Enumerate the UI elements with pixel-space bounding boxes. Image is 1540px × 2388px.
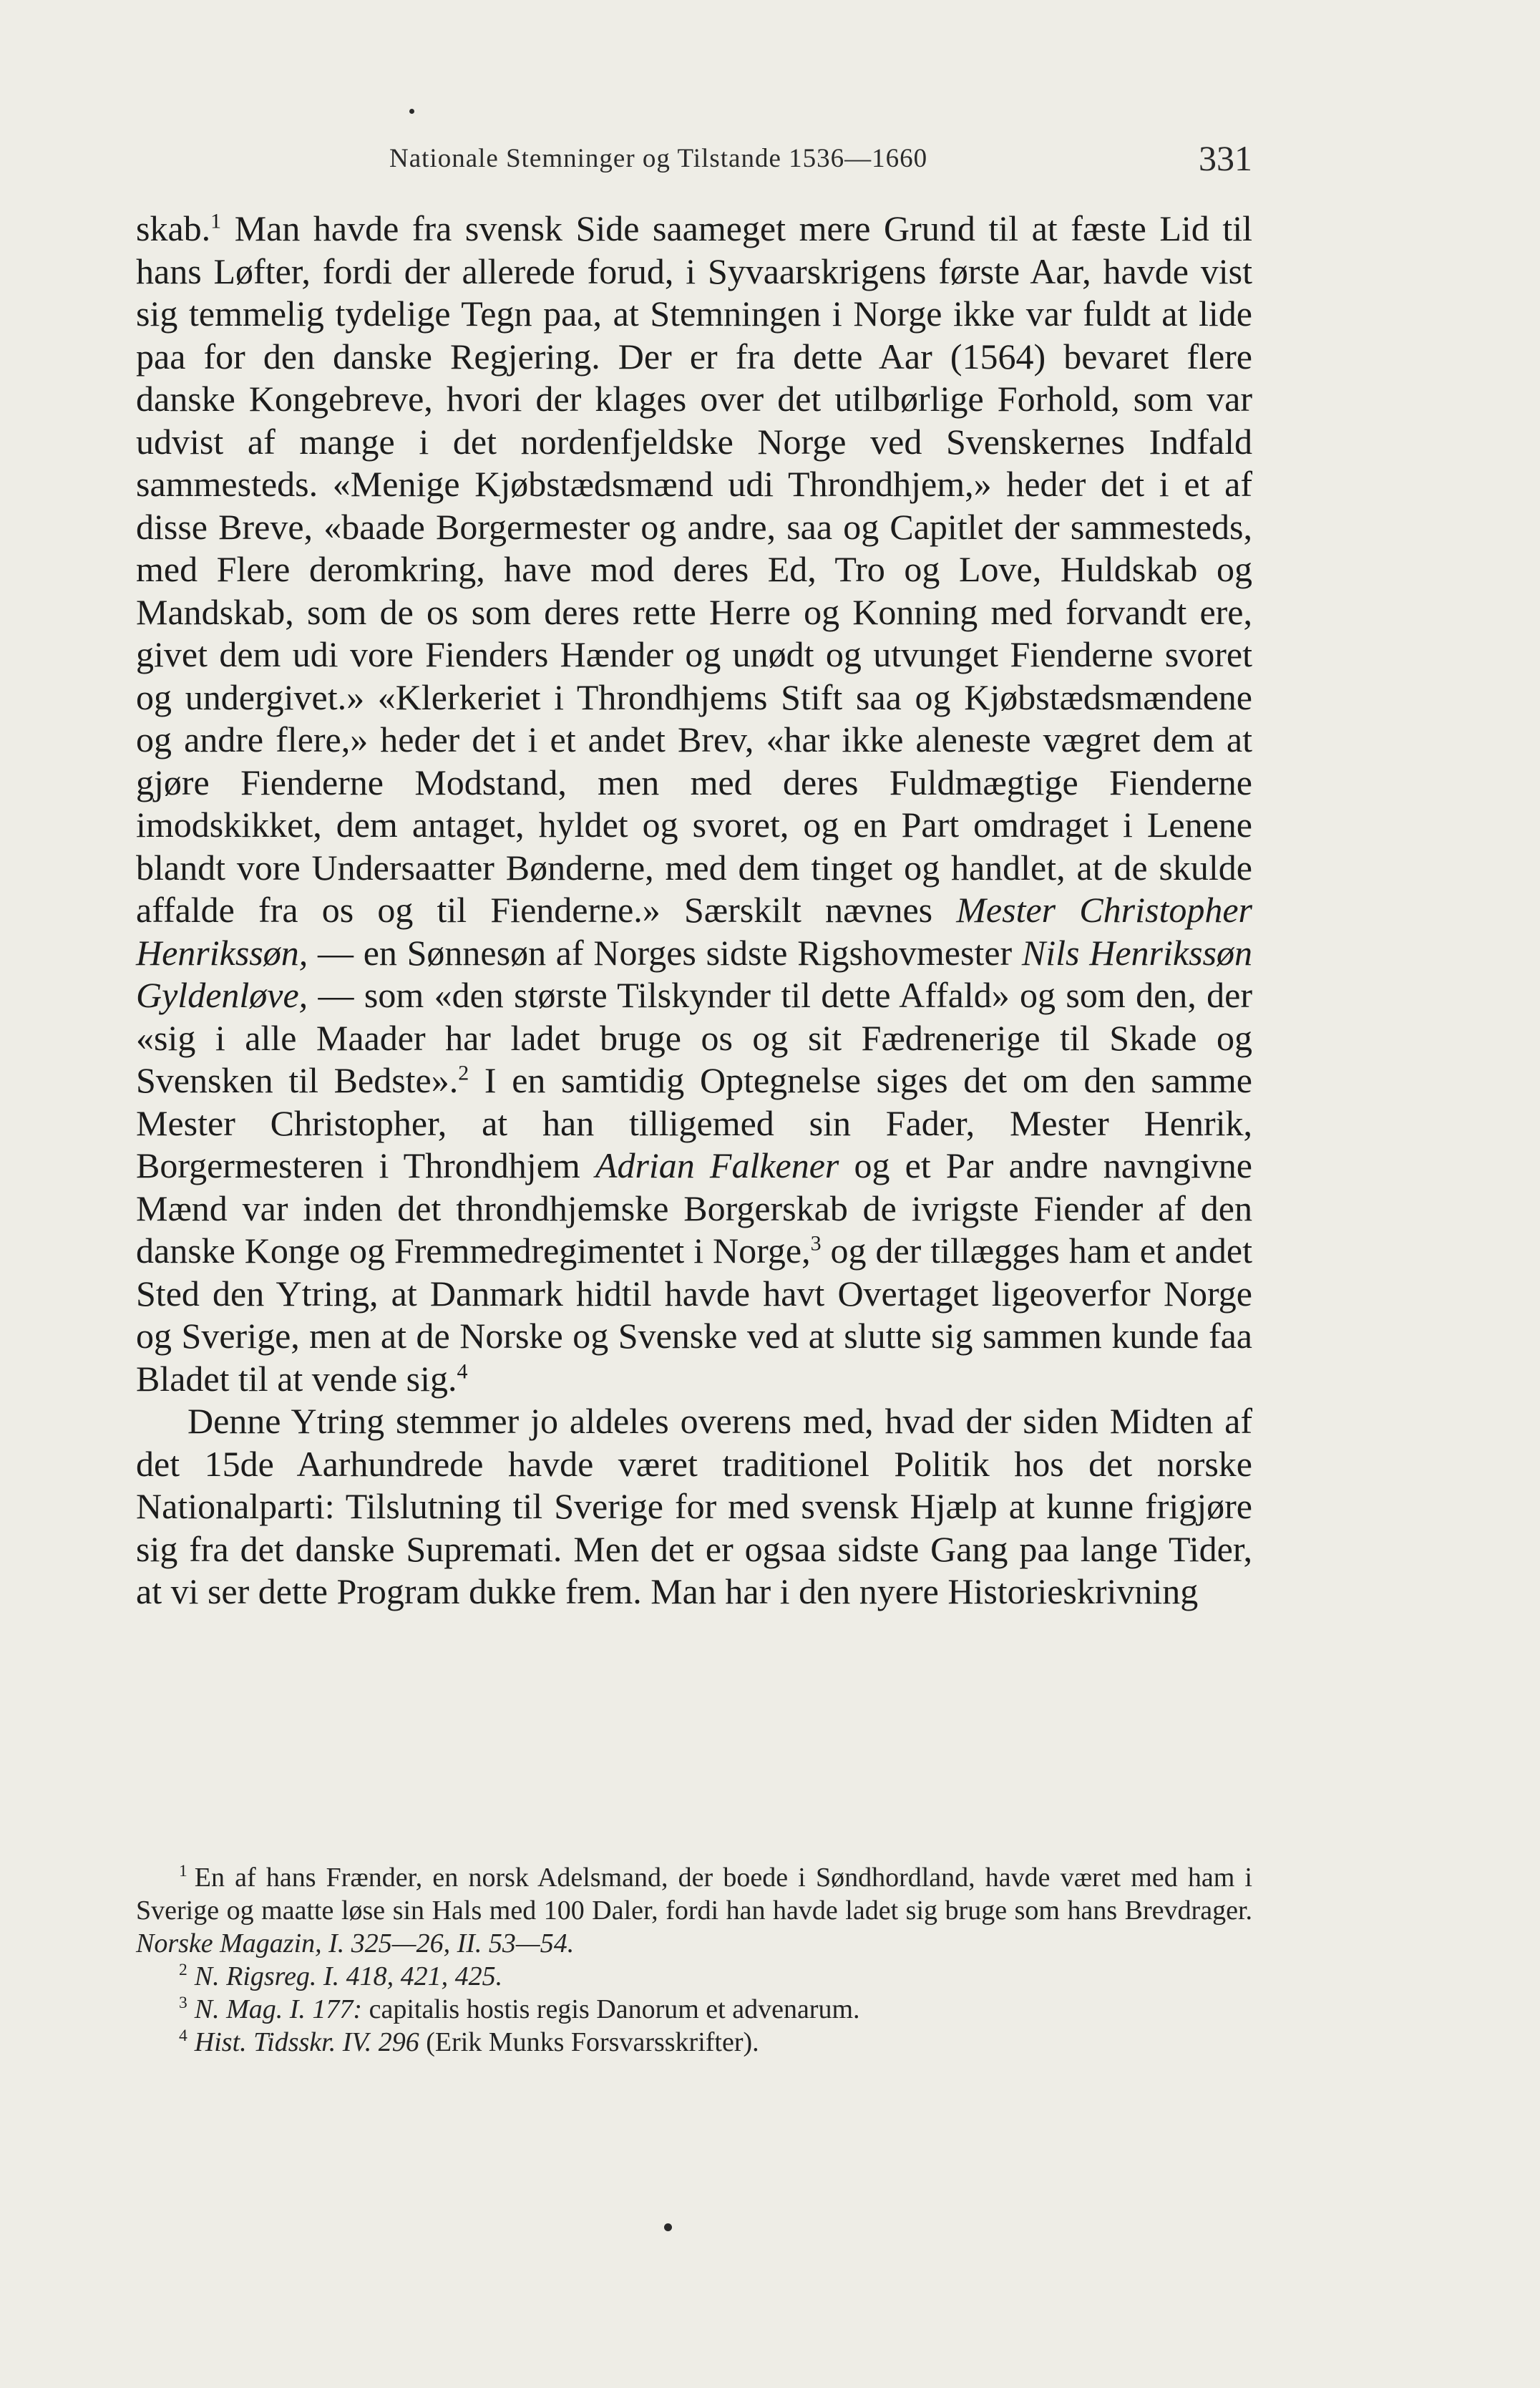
running-title: Nationale Stemninger og Tilstande 1536—1660: [389, 144, 928, 173]
footnote-source: Hist. Tidsskr. IV. 296: [194, 2027, 419, 2057]
ink-speck: [409, 109, 414, 114]
footnote-ref-4: 4: [457, 1359, 468, 1383]
footnote-ref-3: 3: [810, 1231, 822, 1256]
footnote-mark: 4: [179, 2027, 187, 2046]
text-run: Man havde fra svensk Side saameget mere Grund til at fæste Lid til hans Løfter, fordi der allerede forud, i Syvaarskrigens første Aar, havde vist sig temmelig tydelige Tegn paa, at Stemningen i Norge ikke var fuldt at lide paa for den danske Regjering. Der er fra dette Aar (1564) bevaret flere danske Kongebreve, hvori der klages over det utilbørlige Forhold, som var udvist af mange i det nordenfjeldske Norge ved Svenskernes Indfald sammesteds. «Menige Kjøbstædsmænd udi Throndhjem,» heder det i et af disse Breve, «baade Borgermester og andre, saa og Capitlet der sammesteds, med Flere deromkring, have mod deres Ed, Tro og Love, Huldskab og Mandskab, som de os som deres rette Herre og Konning med forvandt ere, givet dem udi vore Fienders Hænder og unødt og utvunget Fienderne svoret og undergivet.» «Klerkeriet i Throndhjems Stift saa og Kjøbstædsmændene og andre flere,» heder det i et andet Brev, «har ikke aleneste vægret dem at gjøre Fienderne Modstand, men med deres Fuldmægtige Fienderne imodskikket, dem antaget, hyldet og svoret, og en Part omdraget i Lenene blandt vore Undersaatter Bønderne, med dem tinget og handlet, at de skulde affalde fra os og til Fienderne.» Særskilt nævnes: [136, 208, 1252, 930]
paragraph-2: Denne Ytring stemmer jo aldeles overens med, hvad der siden Midten af det 15de Aarhundrede havde været traditionel Politik hos det norske Nationalparti: Tilslutning til Sverige for med svensk Hjælp at kunne frigjøre sig fra det danske Supremati. Men det er ogsaa sidste Gang paa lange Tider, at vi ser dette Program dukke frem. Man har i den nyere Historieskrivning: [136, 1401, 1252, 1611]
body-text: [136, 208, 1252, 1613]
page-number: 331: [1199, 138, 1252, 178]
text-run: og et Par andre navngivne Mænd var inden det throndhjemske Borgerskab de ivrigste Fiender af den danske Konge og Fremmedregimentet i Norge,: [136, 1145, 1252, 1271]
footnote-mark: 1: [179, 1862, 187, 1881]
footnote-text: En af hans Frænder, en norsk Adelsmand, der boede i Søndhordland, havde været med ham i Sverige og maatte løse sin Hals med 100 Daler, fordi han havde ladet sig bruge som hans Brevdrager.: [136, 1863, 1252, 1926]
footnote-source: Norske Magazin, I. 325—26, II. 53—54.: [136, 1928, 575, 1959]
footnote-source: N. Mag. I. 177:: [194, 1994, 363, 2024]
text-run: og der tillægges ham et andet Sted den Ytring, at Danmark hidtil havde havt Overtaget ligeoverfor Norge og Sverige, men at de Norske og Svenske ved at slutte sig sammen kunde faa Bladet til at vende sig.: [136, 1231, 1252, 1399]
page-header: [136, 137, 1252, 188]
footnote-mark: 2: [179, 1961, 187, 1980]
text-run: — en Sønnesøn af Norges sidste Rigshovmester: [308, 932, 1022, 973]
footnote-mark: 3: [179, 1994, 187, 2013]
footnote-ref-2: 2: [458, 1061, 469, 1085]
text-run: skab.: [136, 208, 211, 248]
footnote-4: [136, 2026, 1252, 2059]
person-name: Nils Henrikssøn Gyldenløve,: [136, 932, 1252, 1015]
footnote-1: [136, 1861, 1252, 1960]
footnote-text: capitalis hostis regis Danorum et advenarum.: [362, 1994, 860, 2024]
paragraph-1: [136, 208, 1252, 1400]
person-name: Mester Christopher Henrikssøn,: [136, 890, 1253, 973]
text-run: I en samtidig Optegnelse siges det om den samme Mester Christopher, at han tilligemed sin Fader, Mester Henrik, Borgermesteren i Throndhjem: [136, 1060, 1253, 1185]
footnote-3: [136, 1993, 1252, 2026]
ink-speck: [664, 2223, 672, 2231]
footnote-source: N. Rigsreg. I. 418, 421, 425.: [194, 1961, 503, 1991]
footnote-2: [136, 1960, 1252, 1993]
person-name: Adrian Falkener: [595, 1145, 839, 1185]
footnotes: [136, 1861, 1252, 2059]
text-run: — som «den største Tilskynder til dette Affald» og som den, der «sig i alle Maader har ladet bruge os og sit Fædrenerige til Skade og Svensken til Bedste».: [136, 975, 1252, 1100]
footnote-text: (Erik Munks Forsvarsskrifter).: [419, 2027, 759, 2057]
footnote-ref-1: 1: [210, 209, 222, 233]
